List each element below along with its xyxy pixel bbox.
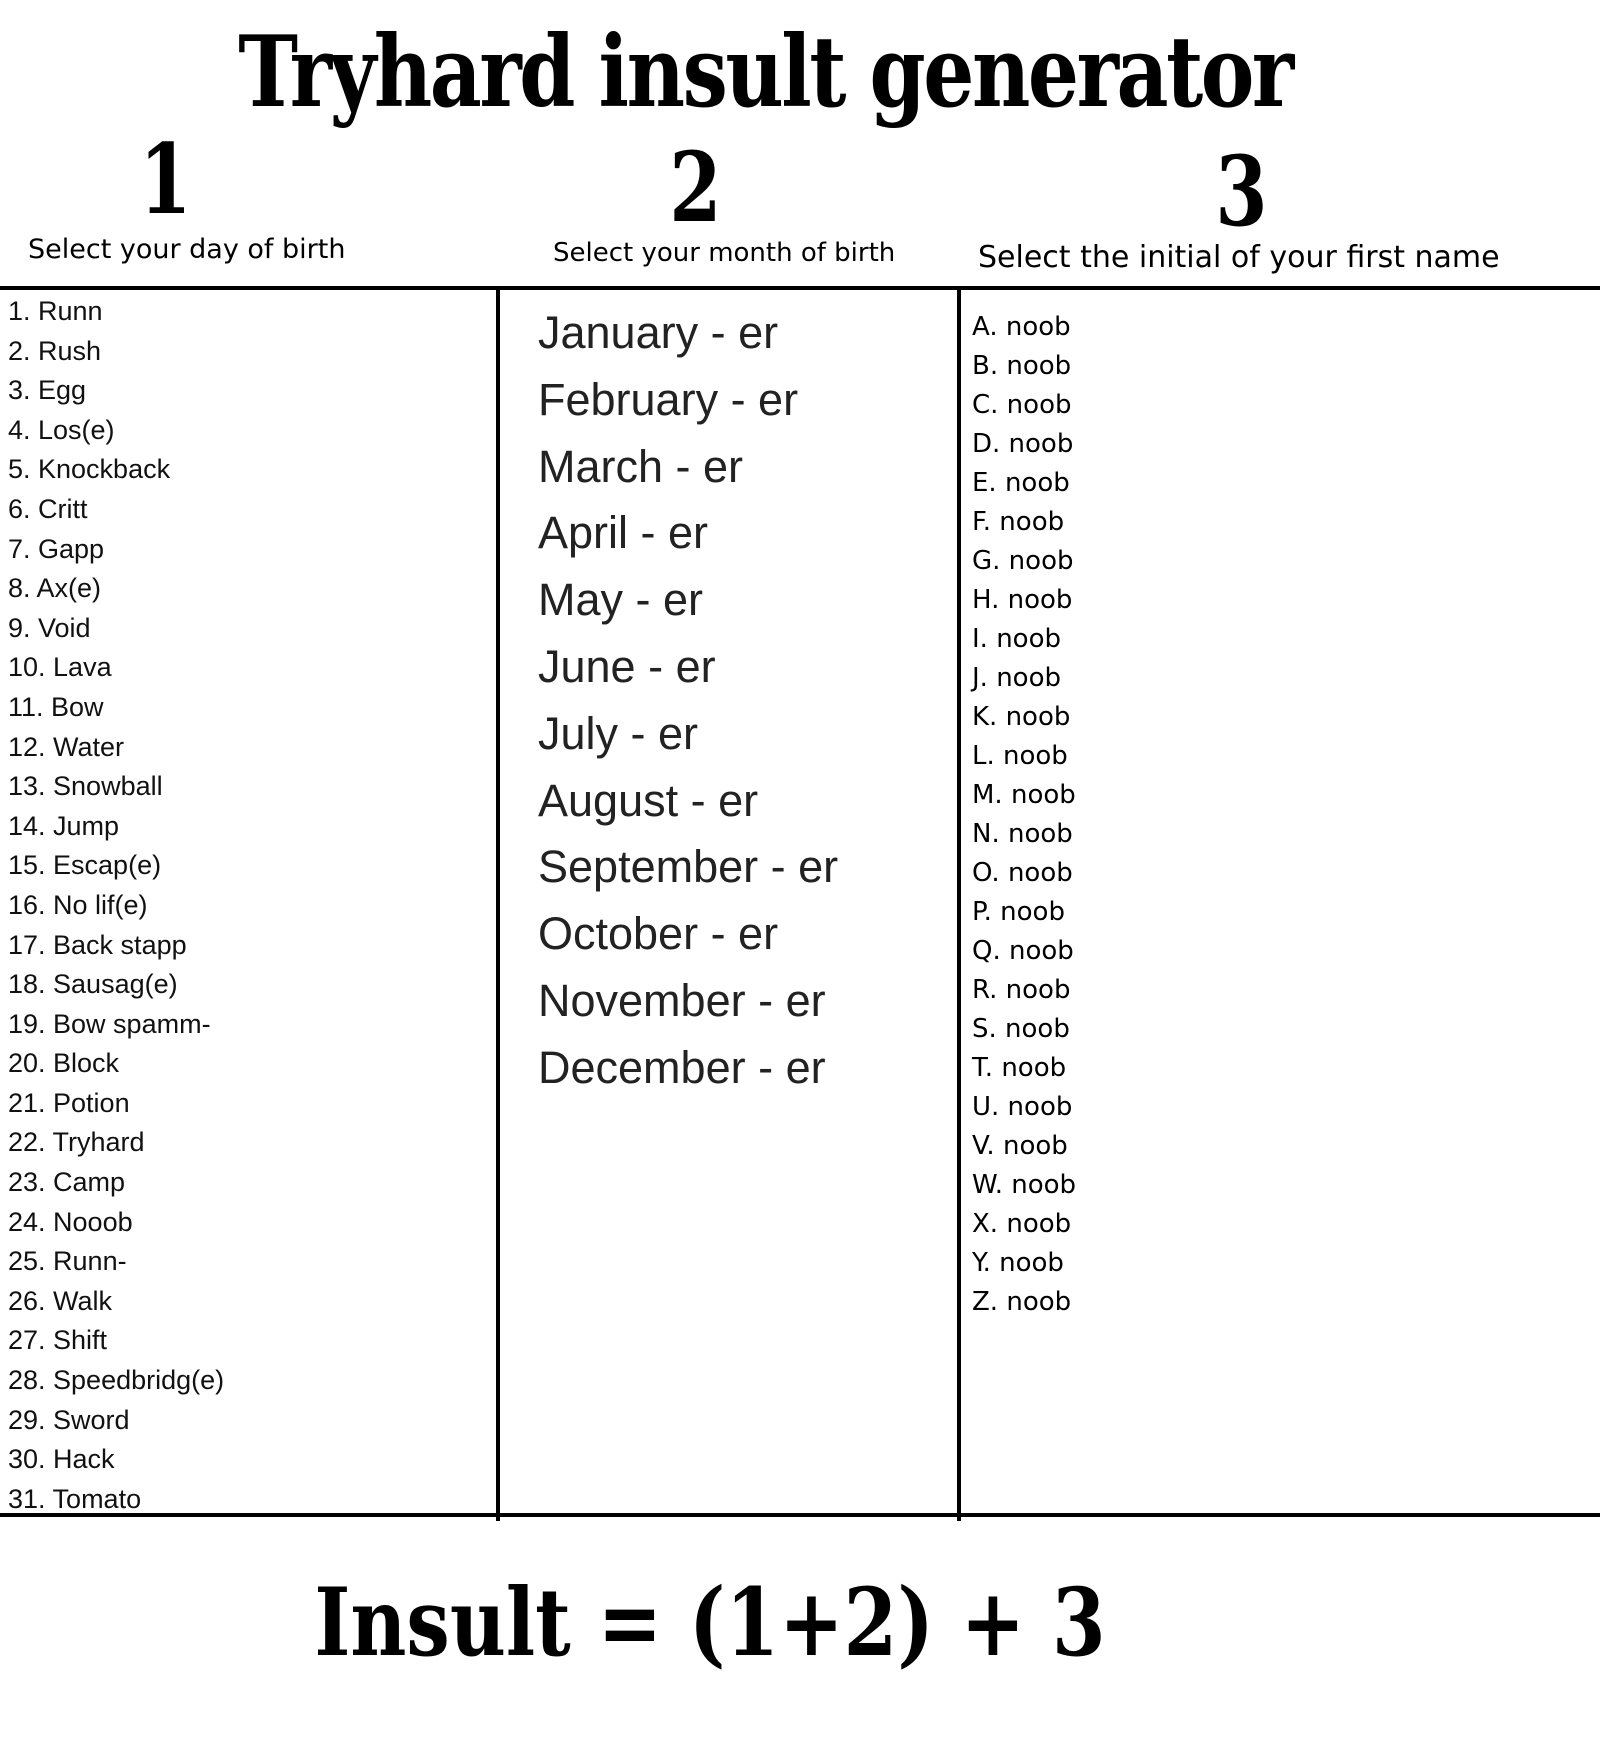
- month-item: November - er: [538, 974, 826, 1026]
- column-3-label: Select the initial of your first name: [978, 240, 1500, 275]
- initial-item: O. noob: [972, 858, 1073, 888]
- initial-item: K. noob: [972, 702, 1071, 732]
- month-item: April - er: [538, 507, 709, 559]
- initial-item: P. noob: [972, 897, 1065, 927]
- day-item: 4. Los(e): [8, 414, 115, 445]
- day-item: 1. Runn: [8, 296, 103, 326]
- initial-item: J. noob: [972, 663, 1061, 693]
- day-item: 23. Camp: [8, 1167, 126, 1198]
- month-item: October - er: [538, 908, 779, 960]
- column-3-number: 3: [1215, 135, 1268, 248]
- initial-item: S. noob: [972, 1014, 1070, 1044]
- day-item: 15. Escap(e): [8, 850, 162, 881]
- day-item: 5. Knockback: [8, 454, 171, 485]
- month-item: May - er: [538, 574, 704, 626]
- day-item: 24. Nooob: [8, 1206, 133, 1237]
- month-item: July - er: [538, 707, 699, 759]
- column-1-number: 1: [139, 123, 192, 236]
- initial-item: U. noob: [972, 1092, 1073, 1122]
- day-item: 28. Speedbridg(e): [8, 1365, 225, 1396]
- day-item: 31. Tomato: [8, 1483, 142, 1514]
- day-item: 26. Walk: [8, 1285, 113, 1316]
- month-of-birth-list: [538, 300, 838, 1102]
- day-item: 7. Gapp: [8, 533, 105, 564]
- first-initial-list: [972, 308, 1076, 1322]
- day-item: 12. Water: [8, 731, 125, 762]
- day-item: 6. Critt: [8, 493, 88, 524]
- initial-item: C. noob: [972, 390, 1072, 420]
- initial-item: W. noob: [972, 1170, 1077, 1200]
- day-item: 30. Hack: [8, 1444, 115, 1475]
- initial-item: A. noob: [972, 312, 1071, 342]
- day-item: 18. Sausag(e): [8, 969, 178, 1000]
- column-2-label: Select your month of birth: [553, 238, 896, 268]
- day-item: 3. Egg: [8, 375, 87, 406]
- day-of-birth-list: [8, 292, 224, 1519]
- initial-item: I. noob: [972, 624, 1061, 654]
- day-item: 11. Bow: [8, 691, 104, 722]
- initial-item: G. noob: [972, 546, 1074, 576]
- initial-item: B. noob: [972, 351, 1072, 381]
- day-item: 9. Void: [8, 612, 91, 643]
- month-item: June - er: [538, 640, 716, 692]
- column-1-label: Select your day of birth: [28, 234, 346, 265]
- day-item: 19. Bow spamm-: [8, 1008, 211, 1039]
- month-item: March - er: [538, 440, 744, 492]
- table-bottom-border: [0, 1513, 1600, 1517]
- day-item: 22. Tryhard: [8, 1127, 145, 1158]
- initial-item: E. noob: [972, 468, 1070, 498]
- initial-item: X. noob: [972, 1209, 1072, 1239]
- column-divider-1: [496, 288, 500, 1521]
- initial-item: D. noob: [972, 429, 1074, 459]
- month-item: August - er: [538, 774, 759, 826]
- month-item: February - er: [538, 373, 799, 425]
- initial-item: N. noob: [972, 819, 1073, 849]
- month-item: January - er: [538, 307, 779, 358]
- insult-formula: Insult = (1+2) + 3: [314, 1568, 1106, 1678]
- day-item: 29. Sword: [8, 1404, 130, 1435]
- table-top-border: [0, 286, 1600, 290]
- initial-item: V. noob: [972, 1131, 1068, 1161]
- day-item: 17. Back stapp: [8, 929, 187, 960]
- initial-item: Y. noob: [972, 1248, 1064, 1278]
- month-item: September - er: [538, 841, 839, 893]
- day-item: 8. Ax(e): [8, 573, 102, 604]
- day-item: 2. Rush: [8, 335, 102, 366]
- column-divider-2: [957, 288, 961, 1521]
- day-item: 13. Snowball: [8, 771, 163, 802]
- initial-item: L. noob: [972, 741, 1068, 771]
- initial-item: T. noob: [972, 1053, 1067, 1083]
- initial-item: Q. noob: [972, 936, 1074, 966]
- page-title: Tryhard insult generator: [238, 15, 1292, 130]
- day-item: 10. Lava: [8, 652, 112, 683]
- day-item: 27. Shift: [8, 1325, 108, 1356]
- initial-item: M. noob: [972, 780, 1076, 810]
- day-item: 14. Jump: [8, 810, 120, 841]
- day-item: 25. Runn-: [8, 1246, 127, 1277]
- initial-item: R. noob: [972, 975, 1071, 1005]
- initial-item: F. noob: [972, 507, 1065, 537]
- day-item: 21. Potion: [8, 1087, 130, 1118]
- day-item: 16. No lif(e): [8, 889, 148, 920]
- day-item: 20. Block: [8, 1048, 120, 1079]
- month-item: December - er: [538, 1041, 826, 1093]
- initial-item: Z. noob: [972, 1287, 1072, 1317]
- column-2-number: 2: [669, 131, 722, 244]
- initial-item: H. noob: [972, 585, 1073, 615]
